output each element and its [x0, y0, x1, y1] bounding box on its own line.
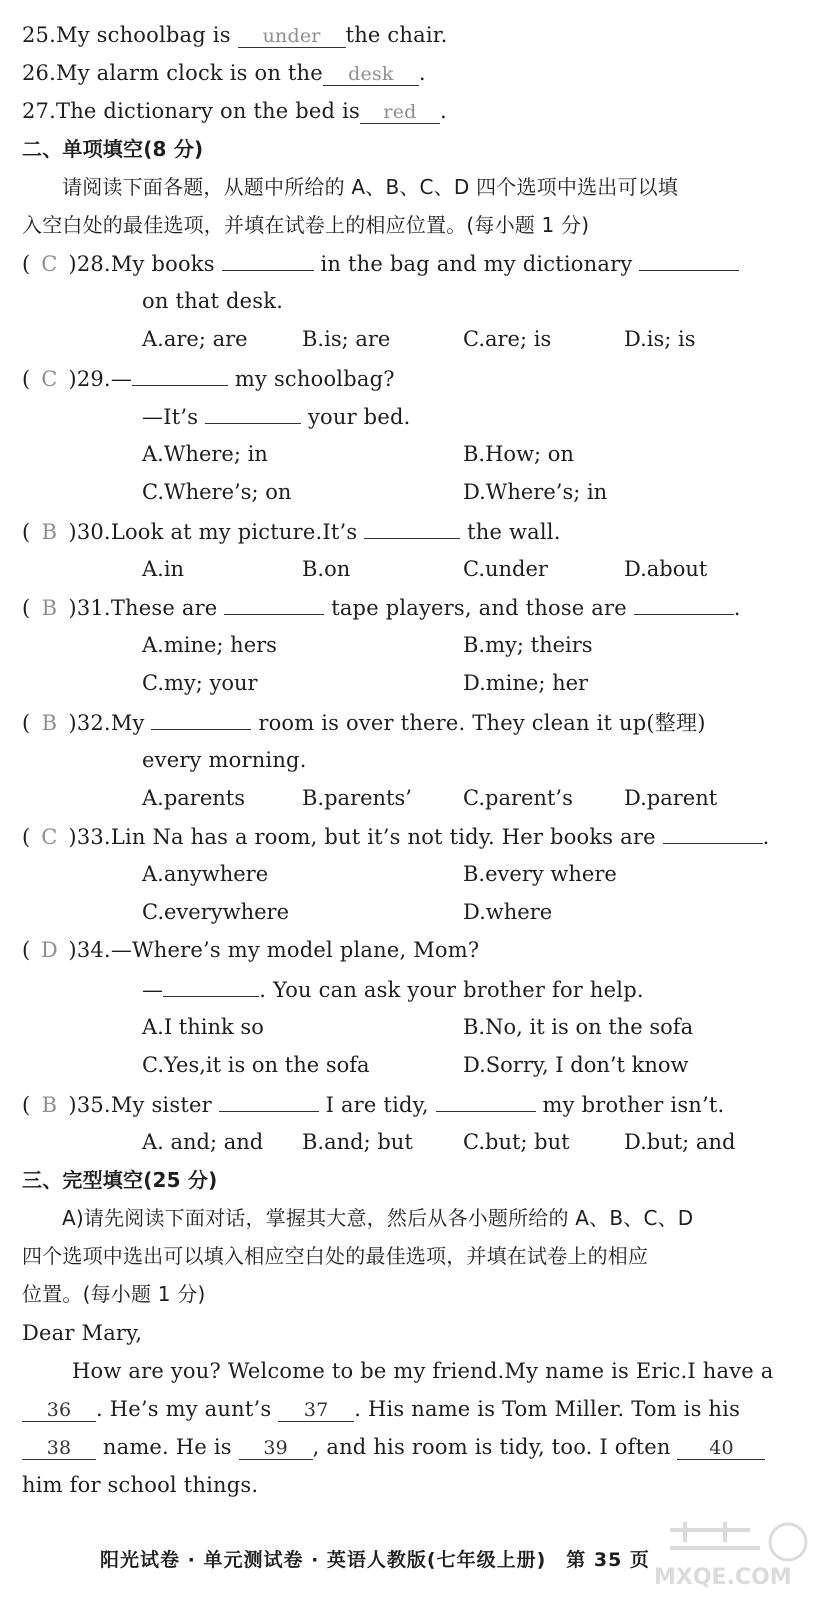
question-stem-cont: — . You can ask your brother for help. — [142, 974, 644, 1005]
option: C.Where’s; on — [142, 480, 292, 504]
option: C.but; but — [463, 1130, 570, 1154]
letter-line: him for school things. — [22, 1473, 259, 1497]
blank — [634, 592, 734, 615]
watermark-text: MXQE.COM — [654, 1565, 792, 1590]
answer-mark: D — [40, 938, 58, 962]
letter-salutation: Dear Mary, — [22, 1321, 143, 1345]
section-2-instructions: 请阅读下面各题，从题中所给的 A、B、C、D 四个选项中选出可以填 — [62, 175, 679, 199]
question-27: 27.The dictionary on the bed is red . — [22, 99, 447, 123]
option: C.everywhere — [142, 900, 290, 924]
option: D.but; and — [624, 1130, 736, 1154]
cloze-blank: 39 — [239, 1437, 313, 1460]
cloze-blank: 40 — [677, 1437, 765, 1460]
blank — [132, 363, 228, 386]
section-3-instructions: 四个选项中选出可以填入相应空白处的最佳选项，并填在试卷上的相应 — [22, 1244, 649, 1268]
answer-blank: red — [360, 101, 440, 124]
option: A.I think so — [142, 1015, 264, 1039]
option: A.in — [142, 557, 185, 581]
answer-blank: under — [238, 25, 346, 48]
option: B.every where — [463, 862, 617, 886]
question-stem-cont: —It’s your bed. — [142, 401, 410, 432]
option: B.and; but — [302, 1130, 413, 1154]
option: D.mine; her — [463, 671, 589, 695]
cloze-blank: 37 — [278, 1399, 354, 1422]
blank — [222, 248, 314, 271]
option: A.parents — [142, 786, 246, 810]
letter-line: 36 . He’s my aunt’s 37 . His name is Tom Miller. Tom is his — [22, 1394, 740, 1424]
answer-mark: B — [41, 1093, 58, 1117]
answer-blank: desk — [323, 63, 419, 86]
letter-line: How are you? Welcome to be my friend.My name is Eric.I have a — [72, 1359, 774, 1383]
answer-mark: C — [41, 825, 58, 849]
option: B.my; theirs — [463, 633, 593, 657]
question-32: ( B )32.My room is over there. They clean it up(整理) — [22, 707, 706, 738]
question-28: ( C )28.My books in the bag and my dictionary — [22, 248, 739, 279]
blank — [163, 974, 259, 997]
blank — [639, 248, 739, 271]
blank — [151, 707, 251, 730]
option: C.under — [463, 557, 548, 581]
question-26: 26.My alarm clock is on the desk . — [22, 61, 426, 85]
option: D.where — [463, 900, 553, 924]
section-2-heading: 二、单项填空(8 分) — [22, 137, 204, 161]
answer-mark: C — [41, 367, 58, 391]
option: D.about — [624, 557, 708, 581]
option: C.parent’s — [463, 786, 573, 810]
question-stem-cont: every morning. — [142, 748, 307, 772]
blank — [219, 1089, 319, 1112]
blank — [436, 1089, 536, 1112]
watermark-logo — [650, 1520, 815, 1590]
question-31: ( B )31.These are tape players, and those are . — [22, 592, 741, 623]
blank — [224, 592, 324, 615]
question-33: ( C )33.Lin Na has a room, but it’s not tidy. Her books are . — [22, 821, 770, 852]
option: B.is; are — [302, 327, 391, 351]
option: D.parent — [624, 786, 718, 810]
option: A.are; are — [142, 327, 248, 351]
answer-mark: B — [41, 596, 58, 620]
question-stem-cont: on that desk. — [142, 289, 284, 313]
option: D.Sorry, I don’t know — [463, 1053, 689, 1077]
section-2-instructions: 入空白处的最佳选项，并填在试卷上的相应位置。(每小题 1 分) — [22, 213, 590, 237]
section-3-instructions: 位置。(每小题 1 分) — [22, 1282, 206, 1306]
option: D.Where’s; in — [463, 480, 608, 504]
letter-line: 38 name. He is 39 , and his room is tidy, too. I often 40 — [22, 1432, 765, 1462]
option: B.No, it is on the sofa — [463, 1015, 694, 1039]
blank — [663, 821, 763, 844]
question-34: ( D )34.—Where’s my model plane, Mom? — [22, 935, 479, 965]
option: A.mine; hers — [142, 633, 277, 657]
option: B.How; on — [463, 442, 574, 466]
answer-mark: B — [41, 711, 58, 735]
option: B.on — [302, 557, 351, 581]
section-3-heading: 三、完型填空(25 分) — [22, 1168, 218, 1192]
question-25: 25.My schoolbag is under the chair. — [22, 23, 448, 47]
option: B.parents’ — [302, 786, 412, 810]
option: A.anywhere — [142, 862, 269, 886]
blank — [205, 401, 301, 424]
option: A.Where; in — [142, 442, 268, 466]
option: C.are; is — [463, 327, 552, 351]
section-3-instructions: A)请先阅读下面对话，掌握其大意，然后从各小题所给的 A、B、C、D — [62, 1206, 694, 1230]
blank — [364, 516, 460, 539]
cloze-blank: 38 — [22, 1437, 96, 1460]
option: C.Yes,it is on the sofa — [142, 1053, 370, 1077]
question-30: ( B )30.Look at my picture.It’s the wall. — [22, 516, 561, 547]
question-29: ( C )29.— my schoolbag? — [22, 363, 395, 394]
option: A. and; and — [142, 1130, 264, 1154]
option: D.is; is — [624, 327, 696, 351]
answer-mark: B — [41, 520, 58, 544]
cloze-blank: 36 — [22, 1399, 96, 1422]
option: C.my; your — [142, 671, 258, 695]
question-35: ( B )35.My sister I are tidy, my brother isn’t. — [22, 1089, 724, 1120]
page-footer: 阳光试卷 · 单元测试卷 · 英语人教版(七年级上册) 第 35 页 — [100, 1549, 650, 1571]
answer-mark: C — [41, 252, 58, 276]
